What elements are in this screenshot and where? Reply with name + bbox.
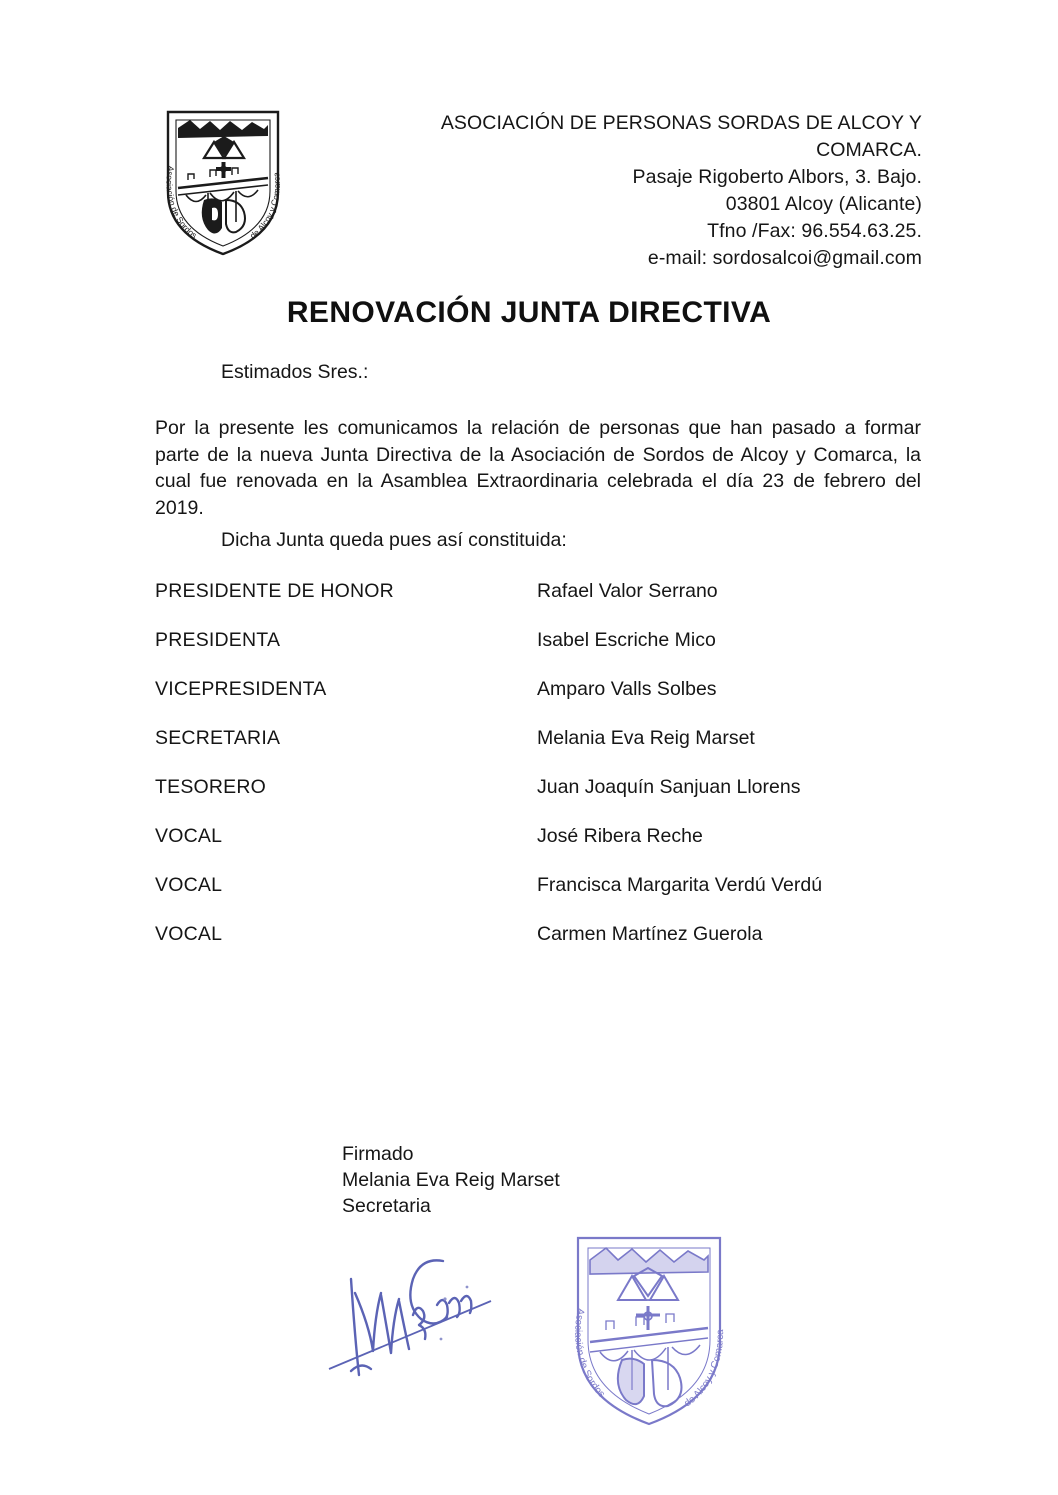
association-crest-icon — [152, 96, 294, 258]
board-roster — [155, 580, 935, 972]
table-row — [155, 923, 935, 972]
table-row — [155, 825, 935, 874]
association-stamp-icon — [556, 1218, 742, 1430]
svg-text:de Alcoy y Comarca: de Alcoy y Comarca — [682, 1329, 727, 1410]
roster-person: José Ribera Reche — [537, 825, 703, 847]
signed-label: Firmado — [342, 1143, 414, 1165]
page-title: RENOVACIÓN JUNTA DIRECTIVA — [286, 296, 772, 329]
roster-role: SECRETARIA — [155, 727, 281, 749]
signatory-name: Melania Eva Reig Marset — [342, 1169, 560, 1191]
table-row — [155, 629, 935, 678]
salutation: Estimados Sres.: — [221, 361, 369, 383]
roster-person: Francisca Margarita Verdú Verdú — [537, 874, 823, 896]
constitution-line: Dicha Junta queda pues así constituida: — [221, 529, 567, 551]
roster-person: Isabel Escriche Mico — [537, 629, 716, 651]
intro-paragraph: Por la presente les comunicamos la relación de personas que han pasado a formar parte de la nueva Junta Directiva de la Asociación de Sordos de Alcoy y Comarca, la cual fue renovada en la Asamblea Extraordinaria celebrada el día 23 de febrero del 2019. — [155, 417, 921, 519]
roster-role: PRESIDENTE DE HONOR — [155, 580, 394, 602]
svg-text:de Alcoy y Comarca: de Alcoy y Comarca — [247, 171, 282, 241]
roster-person: Juan Joaquín Sanjuan Llorens — [537, 776, 801, 798]
organization-city: 03801 Alcoy (Alicante) — [725, 193, 922, 215]
svg-text:Asociación de Sordos: Asociación de Sordos — [572, 1307, 607, 1400]
roster-role: VOCAL — [155, 923, 223, 945]
roster-role: VOCAL — [155, 874, 223, 896]
organization-email: e-mail: sordosalcoi@gmail.com — [647, 247, 922, 269]
organization-contact-block — [400, 110, 922, 272]
svg-text:Asociación de Sordos: Asociación de Sordos — [164, 164, 199, 241]
handwritten-signature-icon — [325, 1243, 495, 1388]
letterhead — [0, 0, 1058, 270]
signatory-role: Secretaria — [342, 1195, 431, 1217]
roster-role: VICEPRESIDENTA — [155, 678, 327, 700]
organization-address: Pasaje Rigoberto Albors, 3. Bajo. — [632, 166, 922, 188]
table-row — [155, 776, 935, 825]
table-row — [155, 727, 935, 776]
roster-person: Carmen Martínez Guerola — [537, 923, 763, 945]
roster-person: Amparo Valls Solbes — [537, 678, 717, 700]
signature-block — [342, 1141, 560, 1219]
organization-phone: Tfno /Fax: 96.554.63.25. — [707, 220, 922, 242]
roster-person: Melania Eva Reig Marset — [537, 727, 755, 749]
table-row — [155, 580, 935, 629]
roster-role: TESORERO — [155, 776, 267, 798]
table-row — [155, 678, 935, 727]
table-row — [155, 874, 935, 923]
roster-person: Rafael Valor Serrano — [537, 580, 718, 602]
organization-name: ASOCIACIÓN DE PERSONAS SORDAS DE ALCOY Y COMARCA. — [440, 112, 922, 161]
roster-role: PRESIDENTA — [155, 629, 281, 651]
roster-role: VOCAL — [155, 825, 223, 847]
